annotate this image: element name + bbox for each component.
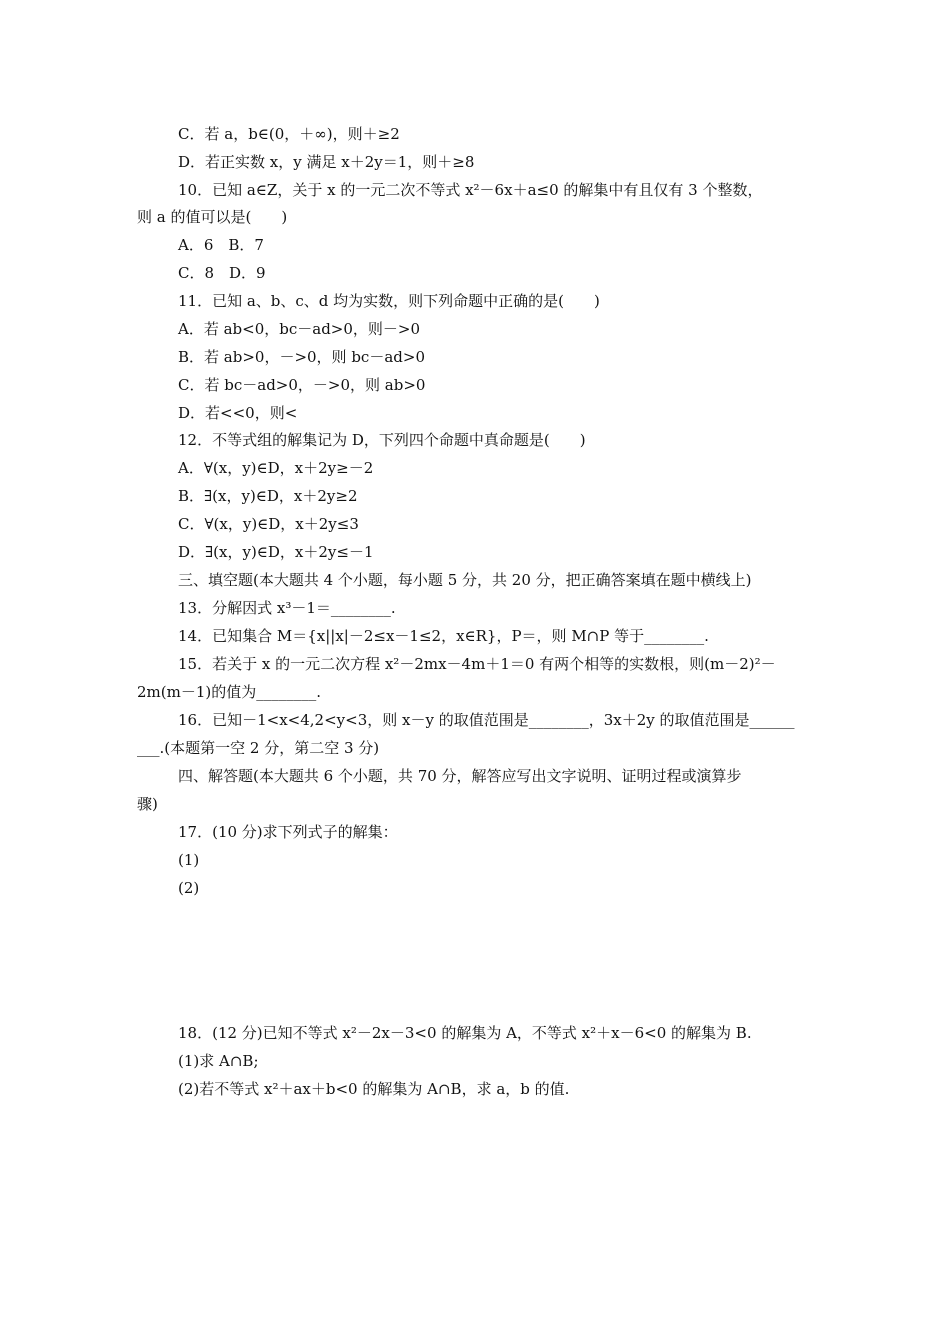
text-line: ___.(本题第一空 2 分，第二空 3 分) xyxy=(137,739,380,757)
text-line: 14．已知集合 M＝{x||x|－2≤x－1≤2，x∈R}，P＝，则 M∩P 等于________. xyxy=(178,627,709,645)
text-line: D．∃(x，y)∈D，x＋2y≤－1 xyxy=(178,543,374,561)
text-line: A．∀(x，y)∈D，x＋2y≥－2 xyxy=(178,459,374,477)
text-line: 18．(12 分)已知不等式 x²－2x－3<0 的解集为 A，不等式 x²＋x－6<0 的解集为 B. xyxy=(178,1024,752,1042)
text-line: 骤) xyxy=(137,795,158,813)
text-line: C．若 bc－ad>0，－>0，则 ab>0 xyxy=(178,376,426,394)
text-line: 15．若关于 x 的一元二次方程 x²－2mx－4m＋1＝0 有两个相等的实数根，则(m－2)²－ xyxy=(178,655,776,673)
text-line: D．若<<0，则< xyxy=(178,404,298,422)
text-line: A．若 ab<0，bc－ad>0，则－>0 xyxy=(178,320,421,338)
text-line: (2) xyxy=(178,879,200,897)
text-line: 17．(10 分)求下列式子的解集： xyxy=(178,823,398,841)
text-line: A．6 B．7 xyxy=(178,236,264,254)
text-line: 四、解答题(本大题共 6 个小题，共 70 分，解答应写出文字说明、证明过程或演算步 xyxy=(178,767,742,785)
text-line: 11．已知 a、b、c、d 均为实数，则下列命题中正确的是( ) xyxy=(178,292,600,310)
text-line: C．8 D．9 xyxy=(178,264,266,282)
text-line: 13．分解因式 x³－1＝________. xyxy=(178,599,396,617)
text-line: 则 a 的值可以是( ) xyxy=(137,208,288,226)
text-line: 12．不等式组的解集记为 D，下列四个命题中真命题是( ) xyxy=(178,431,586,449)
text-line: 三、填空题(本大题共 4 个小题，每小题 5 分，共 20 分，把正确答案填在题中横线上) xyxy=(178,571,752,589)
text-line: (1)求 A∩B; xyxy=(178,1052,259,1070)
text-line: C．∀(x，y)∈D，x＋2y≤3 xyxy=(178,515,359,533)
text-line: (1) xyxy=(178,851,200,869)
text-line: D．若正实数 x，y 满足 x＋2y＝1，则＋≥8 xyxy=(178,153,475,171)
text-line: (2)若不等式 x²＋ax＋b<0 的解集为 A∩B，求 a，b 的值. xyxy=(178,1080,570,1098)
text-line: B．∃(x，y)∈D，x＋2y≥2 xyxy=(178,487,358,505)
text-line: 10．已知 a∈Z，关于 x 的一元二次不等式 x²－6x＋a≤0 的解集中有且仅有 3 个整数， xyxy=(178,181,763,199)
text-line: 2m(m－1)的值为________. xyxy=(137,683,322,701)
text-line: C．若 a，b∈(0，＋∞)，则＋≥2 xyxy=(178,125,400,143)
text-line: B．若 ab>0，－>0，则 bc－ad>0 xyxy=(178,348,425,366)
text-line: 16．已知－1<x<4,2<y<3，则 x－y 的取值范围是________，3x＋2y 的取值范围是______ xyxy=(178,711,795,729)
